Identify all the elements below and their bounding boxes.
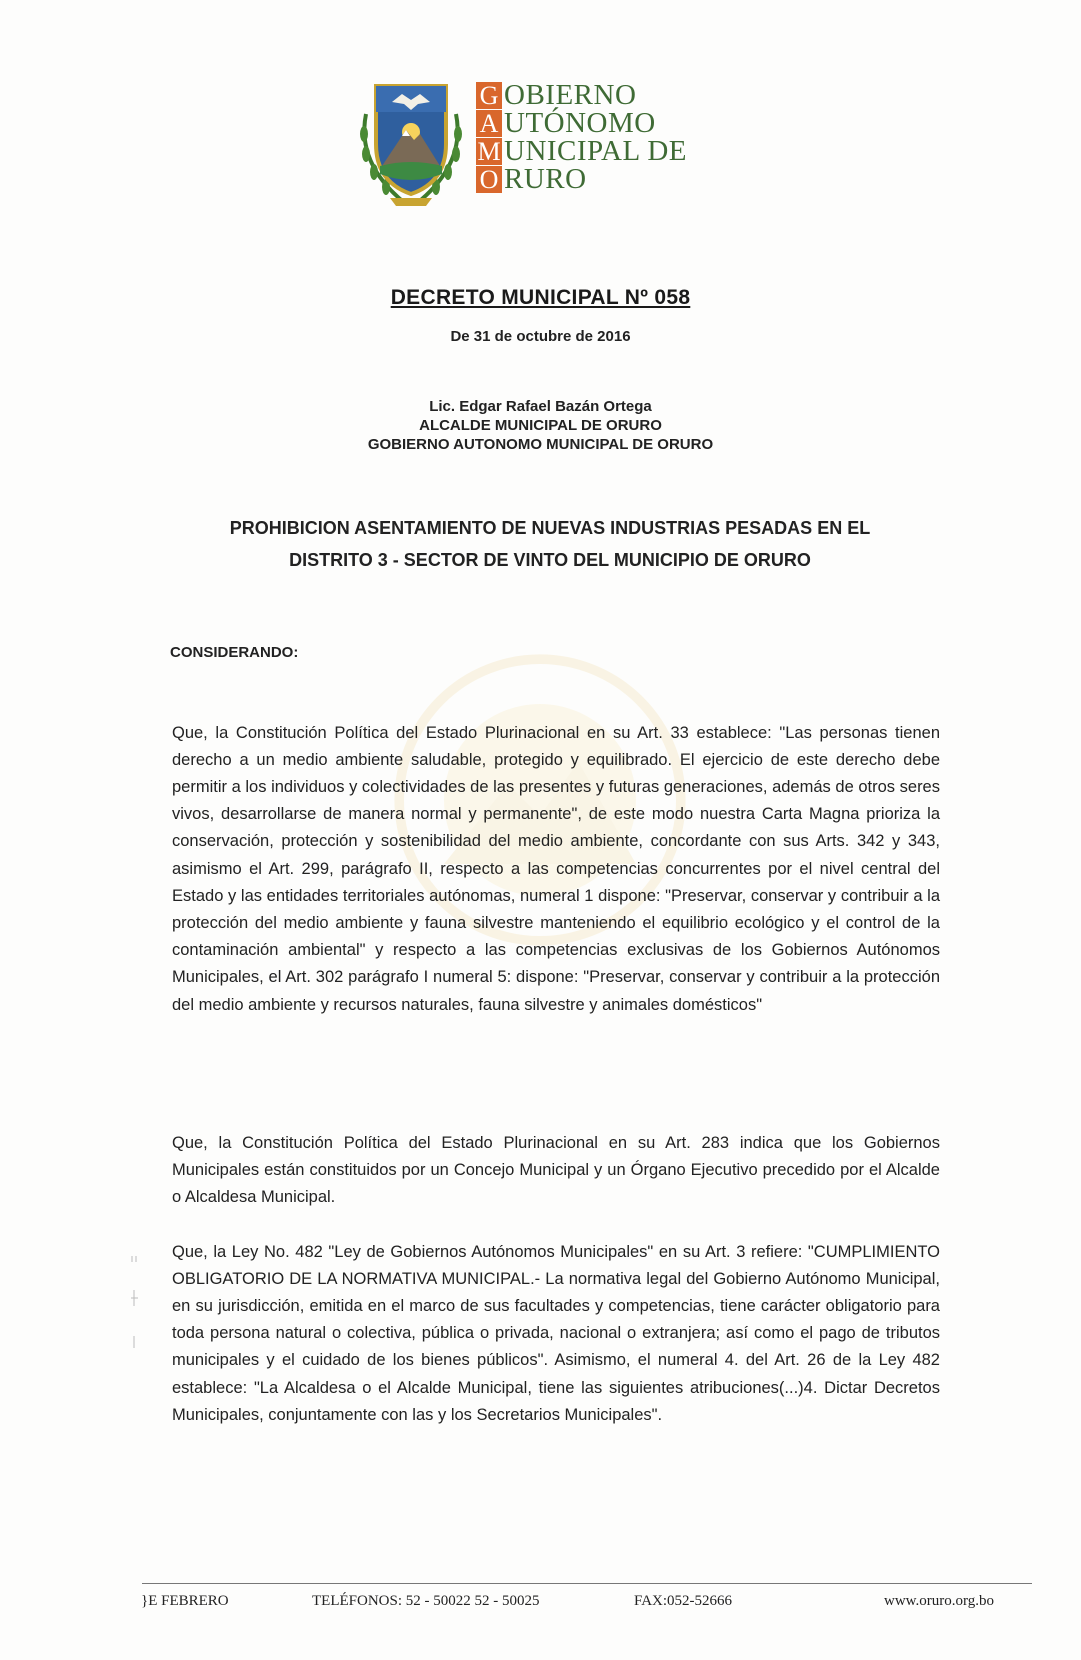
gamo-acronym-block — [476, 82, 502, 194]
paragraph: Que, la Ley No. 482 "Ley de Gobiernos Autónomos Municipales" en su Art. 3 refiere: "CUMPLIMIENTO OBLIGATORIO DE LA NORMATIVA MUNICIPAL.- La normativa legal del Gobierno Autónomo Municipal, en su jurisdicción, emitida en el marco de sus facultades y competencias, tiene carácter obligatorio para toda persona natural o colectiva, pública o privada, nacional o extranjera; así como el pago de tributos municipales y el cuidado de los bienes públicos". Asimismo, el numeral 4. del Art. 26 de la Ley 482 establece: "La Alcaldesa o el Alcalde Municipal, tiene las siguientes atribuciones(...)4. Dictar Decretos Municipales, conjuntamente con las y los Secretarios Municipales". — [172, 1242, 940, 1424]
org-name-line: OBIERNO — [504, 79, 637, 111]
signatory-block — [0, 397, 1081, 454]
org-name-line: UNICIPAL DE — [504, 135, 687, 167]
scan-margin-marks — [128, 1250, 142, 1360]
subject-line: PROHIBICION ASENTAMIENTO DE NUEVAS INDUSTRIAS PESADAS EN EL — [229, 518, 871, 538]
signatory-name: Lic. Edgar Rafael Bazán Ortega — [429, 398, 652, 415]
signatory-institution: GOBIERNO AUTONOMO MUNICIPAL DE ORURO — [367, 436, 714, 453]
signatory-role: ALCALDE MUNICIPAL DE ORURO — [419, 417, 662, 434]
municipal-coat-of-arms-logo — [356, 74, 466, 214]
decree-title: DECRETO MUNICIPAL Nº 058 — [390, 286, 691, 309]
subject-line: DISTRITO 3 - SECTOR DE VINTO DEL MUNICIPIO DE ORURO — [289, 550, 811, 570]
footer-fax: FAX:052-52666 — [634, 1593, 733, 1609]
letterhead — [356, 74, 736, 214]
footer-address: }E FEBRERO — [141, 1593, 229, 1609]
acronym-letter: O — [476, 166, 502, 193]
decree-subject — [170, 512, 930, 576]
footer-phones: TELÉFONOS: 52 - 50022 52 - 50025 — [312, 1593, 540, 1609]
footer-rule — [142, 1583, 1032, 1584]
acronym-letter: A — [476, 110, 502, 137]
acronym-letter: G — [476, 82, 502, 109]
considering-heading: CONSIDERANDO: — [170, 644, 299, 661]
org-name-line: RURO — [504, 163, 587, 195]
paragraph: Que, la Constitución Política del Estado Plurinacional en su Art. 33 establece: "Las personas tienen derecho a un medio ambiente saludable, protegido y equilibrado. El ejercicio de este derecho debe permitir a los individuos y colectividades de las presentes y futuras generaciones, además de otros seres vivos, desarrollarse de manera normal y permanente", de este modo nuestra Carta Magna prioriza la conservación, protección y sostenibilidad del medio ambiente, concordante con sus Arts. 342 y 343, asimismo el Art. 299, parágrafo II, respecto a las competencias concurrentes por el nivel central del Estado y las entidades territoriales autónomas, numeral 1 dispone: "Preservar, conservar y contribuir a la protección del medio ambiente y fauna silvestre manteniendo el equilibrio ecológico y el control de la contaminación ambiental" y respecto a las competencias exclusivas de los Gobiernos Autónomos Municipales, el Art. 302 parágrafo I numeral 5: dispone: "Preservar, conservar y contribuir a la protección del medio ambiente y recursos naturales, fauna silvestre y animales domésticos" — [172, 723, 940, 1014]
organization-name — [504, 79, 754, 195]
paragraph: Que, la Constitución Política del Estado Plurinacional en su Art. 283 indica que los Gobiernos Municipales están constituidos por un Concejo Municipal y un Órgano Ejecutivo precedido por el Alcalde o Alcaldesa Municipal. — [172, 1133, 940, 1206]
footer-website: www.oruro.org.bo — [884, 1593, 994, 1609]
decree-date: De 31 de octubre de 2016 — [450, 328, 631, 345]
acronym-letter: M — [477, 137, 501, 166]
org-name-line: UTÓNOMO — [504, 107, 656, 139]
